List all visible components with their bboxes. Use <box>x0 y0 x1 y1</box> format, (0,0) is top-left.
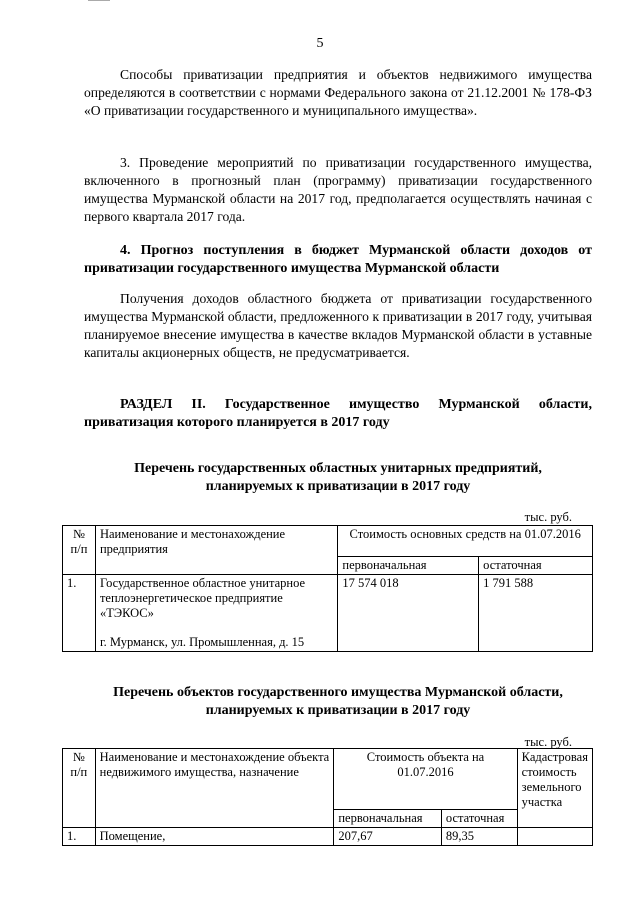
header-cell-initial: первоначальная <box>334 810 442 828</box>
cell-residual-cost: 1 791 588 <box>479 575 593 652</box>
heading-budget-forecast: 4. Прогноз поступления в бюджет Мурманской области доходов от приватизации государственного имущества Мурманской области <box>84 243 592 276</box>
enterprise-address: г. Мурманск, ул. Промышленная, д. 15 <box>99 635 305 649</box>
table-header-row <box>63 526 593 557</box>
table-header-row <box>63 749 593 810</box>
scan-artifact <box>88 0 110 1</box>
cell-cadastral-cost <box>517 828 592 846</box>
page-number: 5 <box>316 36 324 51</box>
list2-unit: тыс. руб. <box>524 735 572 749</box>
cell-enterprise <box>95 575 337 652</box>
header-cell-cadastral: Кадастровая стоимость земельного участка <box>517 749 592 828</box>
header-cell-number: № п/п <box>63 526 96 575</box>
table-row <box>63 828 593 846</box>
cell-initial-cost: 17 574 018 <box>338 575 479 652</box>
header-cell-object-cost: Стоимость объекта на 01.07.2016 <box>334 749 517 810</box>
paragraph-income: Получения доходов областного бюджета от приватизации государственного имущества Мурманской области, предложенного к приватизации в 2017 году, учитывая планируемое внесение имущества в качестве вкладов Мурманской области в уставные капиталы акционерных обществ, не предусматривается. <box>84 291 592 360</box>
header-cell-name: Наименование и местонахождение предприятия <box>95 526 337 575</box>
header-cell-cost: Стоимость основных средств на 01.07.2016 <box>338 526 593 557</box>
paragraph-privatization-methods: Способы приватизации предприятия и объектов недвижимого имущества определяются в соответствии с нормами Федерального закона от 21.12.2001 № 178-ФЗ «О приватизации государственного и муниципального имущества». <box>84 67 592 118</box>
objects-table <box>62 748 593 846</box>
section-heading: РАЗДЕЛ II. Государственное имущество Мурманской области, приватизация которого планируется в 2017 году <box>84 397 592 430</box>
list1-title: Перечень государственных областных унитарных предприятий, планируемых к приватизации в 2017 году <box>134 461 542 494</box>
header-cell-residual: остаточная <box>441 810 517 828</box>
enterprises-table <box>62 525 593 652</box>
list1-unit: тыс. руб. <box>524 510 572 524</box>
list2-title: Перечень объектов государственного имущества Мурманской области, планируемых к приватизации в 2017 году <box>113 685 563 718</box>
header-cell-object-name: Наименование и местонахождение объекта недвижимого имущества, назначение <box>95 749 334 828</box>
enterprise-name: Государственное областное унитарное теплоэнергетическое предприятие «ТЭКОС» <box>99 576 306 620</box>
cell-initial-cost: 207,67 <box>334 828 442 846</box>
header-cell-initial: первоначальная <box>338 557 479 575</box>
cell-number: 1. <box>63 828 96 846</box>
header-cell-residual: остаточная <box>479 557 593 575</box>
table-row <box>63 575 593 652</box>
paragraph-measures: 3. Проведение мероприятий по приватизации государственного имущества, включенного в прогнозный план (программу) приватизации государственного имущества Мурманской области на 2017 год, предполагается осуществлять начиная с первого квартала 2017 года. <box>84 155 592 224</box>
header-cell-number: № п/п <box>63 749 96 828</box>
cell-residual-cost: 89,35 <box>441 828 517 846</box>
cell-object-name: Помещение, <box>95 828 334 846</box>
cell-number: 1. <box>63 575 96 652</box>
